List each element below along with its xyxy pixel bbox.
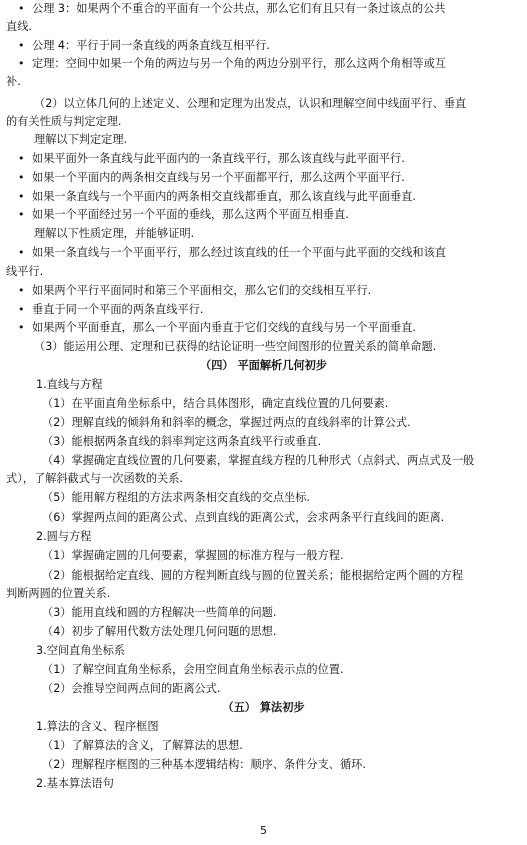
numbered-item: （2）理解程序框图的三种基本逻辑结构：顺序、条件分支、循环. [42, 758, 366, 771]
paragraph-3: （3）能运用公理、定理和已获得的结论证明一些空间图形的位置关系的简单命题. [34, 340, 437, 353]
numbered-item: （4）掌握确定直线位置的几何要素，掌握直线方程的几种形式（点斜式、两点式及一般 [42, 454, 475, 467]
numbered-item: （1）在平面直角坐标系中，结合具体图形，确定直线位置的几何要素. [42, 397, 389, 410]
numbered-heading: 1.直线与方程 [36, 378, 103, 391]
bullet-axiom-4: • 公理 4：平行于同一条直线的两条直线互相平行. [18, 38, 270, 54]
numbered-item: （6）掌握两点间的距离公式、点到直线的距离公式，会求两条平行直线间的距离. [42, 511, 445, 524]
text-line: 式），了解斜截式与一次函数的关系. [6, 472, 183, 485]
section-heading-5: （五） 算法初步 [222, 701, 305, 714]
text-line: 直线. [6, 20, 32, 33]
numbered-heading: 3.空间直角坐标系 [36, 644, 125, 657]
bullet-item: • 如果一个平面经过另一个平面的垂线，那么这两个平面互相垂直. [18, 207, 349, 223]
numbered-item: （5）能用解方程组的方法求两条相交直线的交点坐标. [42, 491, 310, 504]
bullet-item: • 如果两个平面垂直，那么一个平面内垂直于它们交线的直线与另一个平面垂直. [18, 320, 416, 336]
bullet-item: • 如果两个平行平面同时和第三个平面相交，那么它们的交线相互平行. [18, 283, 371, 299]
section-heading-4: （四） 平面解析几何初步 [200, 359, 327, 372]
bullet-item: • 如果一个平面内的两条相交直线与另一个平面都平行，那么这两个平面平行. [18, 170, 405, 186]
bullet-item: • 如果一条直线与一个平面平行，那么经过该直线的任一个平面与此平面的交线和该直 [18, 245, 446, 261]
subheading-decision-theorems: 理解以下判定定理. [34, 133, 128, 146]
numbered-item: （2）理解直线的倾斜角和斜率的概念，掌握过两点的直线斜率的计算公式. [42, 416, 411, 429]
text-line: 的有关性质与判定定理. [6, 115, 122, 128]
paragraph-2: （2）以立体几何的上述定义、公理和定理为出发点，认识和理解空间中线面平行、垂直 [34, 97, 467, 110]
bullet-item: • 如果一条直线与一个平面内的两条相交直线都垂直，那么该直线与此平面垂直. [18, 189, 416, 205]
numbered-item: （2）会推导空间两点间的距离公式. [42, 682, 221, 695]
bullet-item: • 垂直于同一个平面的两条直线平行. [18, 302, 203, 318]
numbered-item: （3）能用直线和圆的方程解决一些简单的问题. [42, 606, 277, 619]
bullet-theorem: • 定理：空间中如果一个角的两边与另一个角的两边分别平行，那么这两个角相等或互 [18, 56, 446, 72]
text-line: 线平行. [6, 265, 44, 278]
page-number: 5 [260, 824, 267, 837]
numbered-item: （1）了解算法的含义，了解算法的思想. [42, 739, 243, 752]
bullet-item: • 如果平面外一条直线与此平面内的一条直线平行，那么该直线与此平面平行. [18, 151, 405, 167]
subheading-property-theorems: 理解以下性质定理，并能够证明. [34, 227, 195, 240]
numbered-item: （3）能根据两条直线的斜率判定这两条直线平行或垂直. [42, 435, 322, 448]
numbered-item: （4）初步了解用代数方法处理几何问题的思想. [42, 625, 277, 638]
numbered-item: （1）了解空间直角坐标系，会用空间直角坐标表示点的位置. [42, 663, 344, 676]
numbered-item: （2）能根据给定直线、圆的方程判断直线与圆的位置关系；能根据给定两个圆的方程 [42, 569, 464, 582]
bullet-axiom-3: • 公理 3：如果两个不重合的平面有一个公共点，那么它们有且只有一条过该点的公共 [18, 1, 445, 17]
numbered-heading: 1.算法的含义、程序框图 [36, 720, 159, 733]
text-line: 补. [6, 75, 21, 88]
text-line: 判断两圆的位置关系. [6, 587, 111, 600]
numbered-heading: 2.基本算法语句 [36, 777, 114, 790]
numbered-heading: 2.圆与方程 [36, 530, 92, 543]
numbered-item: （1）掌握确定圆的几何要素，掌握圆的标准方程与一般方程. [42, 549, 344, 562]
